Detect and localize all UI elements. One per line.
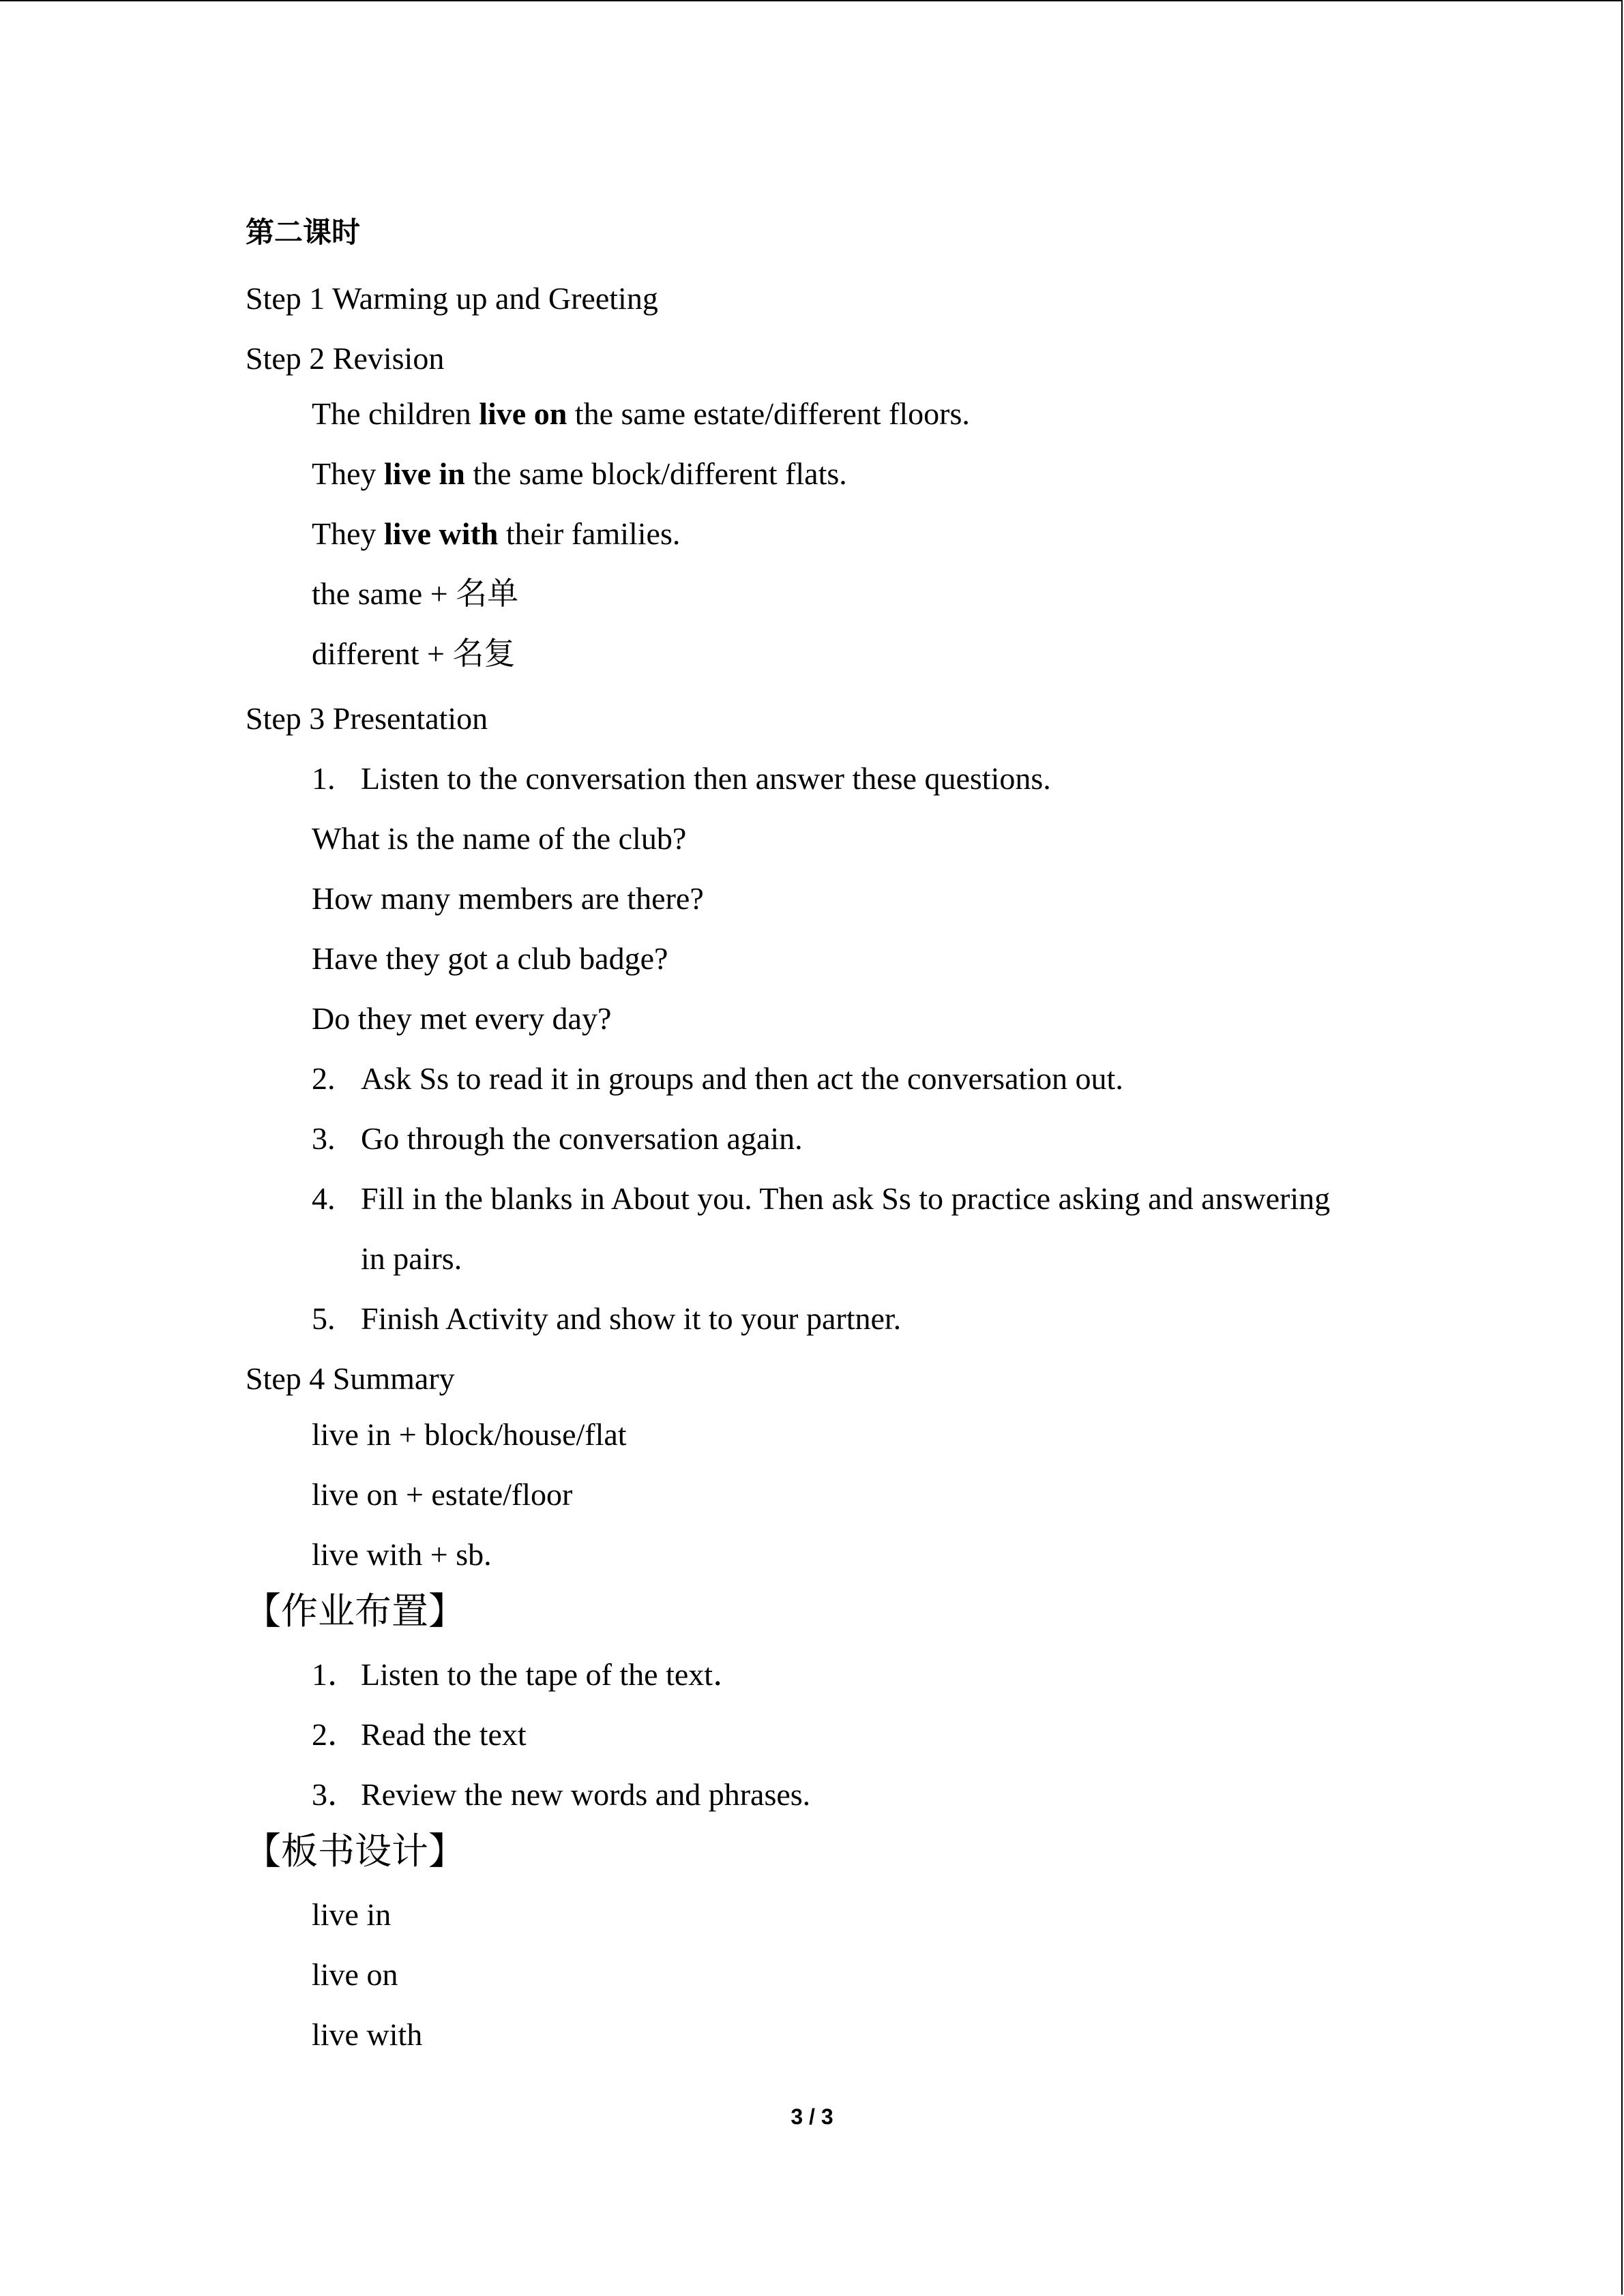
board-line-1: live in: [312, 1897, 392, 1932]
item5-number: 5.: [312, 1301, 336, 1336]
board-line-3: live with: [312, 2017, 423, 2052]
summary-line-2: live on + estate/floor: [312, 1477, 573, 1512]
homework-item-1: [312, 1659, 744, 1690]
step2-sentence-2: [312, 458, 847, 490]
item1-text: Listen to the conversation then answer these questions.: [361, 761, 1051, 796]
step2-sentence-3: [312, 518, 680, 550]
homework-item-3: [312, 1779, 810, 1810]
board-design-heading: 【板书设计】: [244, 1830, 465, 1873]
hw2-text: Read the text: [361, 1717, 527, 1752]
s1-post: the same estate/different floors.: [567, 396, 970, 431]
s3-bold: live with: [384, 516, 499, 551]
step3-item-1: [312, 763, 1051, 794]
rule2-en: different +: [312, 636, 453, 671]
hw2-number: 2．: [312, 1717, 359, 1752]
summary-line-3: live with + sb.: [312, 1537, 492, 1572]
lesson-title: 第二课时: [246, 215, 361, 249]
hw1-text: Listen to the tape of the text．: [361, 1657, 745, 1692]
item5-text: Finish Activity and show it to your partner.: [361, 1301, 902, 1336]
summary-line-1: live in + block/house/flat: [312, 1417, 627, 1452]
step3-item-3: [312, 1123, 803, 1154]
item3-number: 3.: [312, 1121, 336, 1156]
hw1-number: 1．: [312, 1657, 359, 1692]
s2-pre: They: [312, 456, 385, 491]
homework-heading: 【作业布置】: [244, 1590, 465, 1632]
s3-post: their families.: [498, 516, 681, 551]
step2-rule-1: [312, 575, 519, 612]
step3-item-2: [312, 1063, 1123, 1094]
step3-item-4: [312, 1183, 1330, 1214]
item4-number: 4.: [312, 1181, 336, 1216]
question-4: Do they met every day?: [312, 1001, 612, 1036]
rule1-en: the same +: [312, 576, 456, 611]
s2-post: the same block/different flats.: [464, 456, 847, 491]
step3-heading: Step 3 Presentation: [246, 701, 488, 736]
rule2-cn: 名复: [452, 635, 516, 672]
step2-heading: Step 2 Revision: [246, 341, 445, 376]
question-3: Have they got a club badge?: [312, 941, 668, 976]
step2-rule-2: [312, 635, 516, 672]
hw3-number: 3．: [312, 1777, 359, 1812]
page-number: 3 / 3: [791, 2104, 833, 2129]
item4-text-line1: Fill in the blanks in About you. Then ask Ss to practice asking and answering: [361, 1181, 1331, 1216]
homework-item-2: [312, 1719, 527, 1750]
step1-heading: Step 1 Warming up and Greeting: [246, 281, 658, 316]
item2-number: 2.: [312, 1061, 336, 1096]
step2-sentence-1: [312, 398, 970, 430]
item1-number: 1.: [312, 761, 336, 796]
step4-heading: Step 4 Summary: [246, 1361, 455, 1396]
s2-bold: live in: [384, 456, 465, 491]
item3-text: Go through the conversation again.: [361, 1121, 803, 1156]
question-2: How many members are there?: [312, 881, 704, 916]
s1-bold: live on: [479, 396, 567, 431]
step3-item-5: [312, 1303, 901, 1335]
question-1: What is the name of the club?: [312, 821, 687, 856]
item2-text: Ask Ss to read it in groups and then act the conversation out.: [361, 1061, 1123, 1096]
s1-pre: The children: [312, 396, 479, 431]
board-line-2: live on: [312, 1957, 398, 1992]
hw3-text: Review the new words and phrases.: [361, 1777, 811, 1812]
rule1-cn: 名单: [456, 575, 519, 612]
s3-pre: They: [312, 516, 385, 551]
step3-item-4-continued: in pairs.: [361, 1241, 462, 1276]
